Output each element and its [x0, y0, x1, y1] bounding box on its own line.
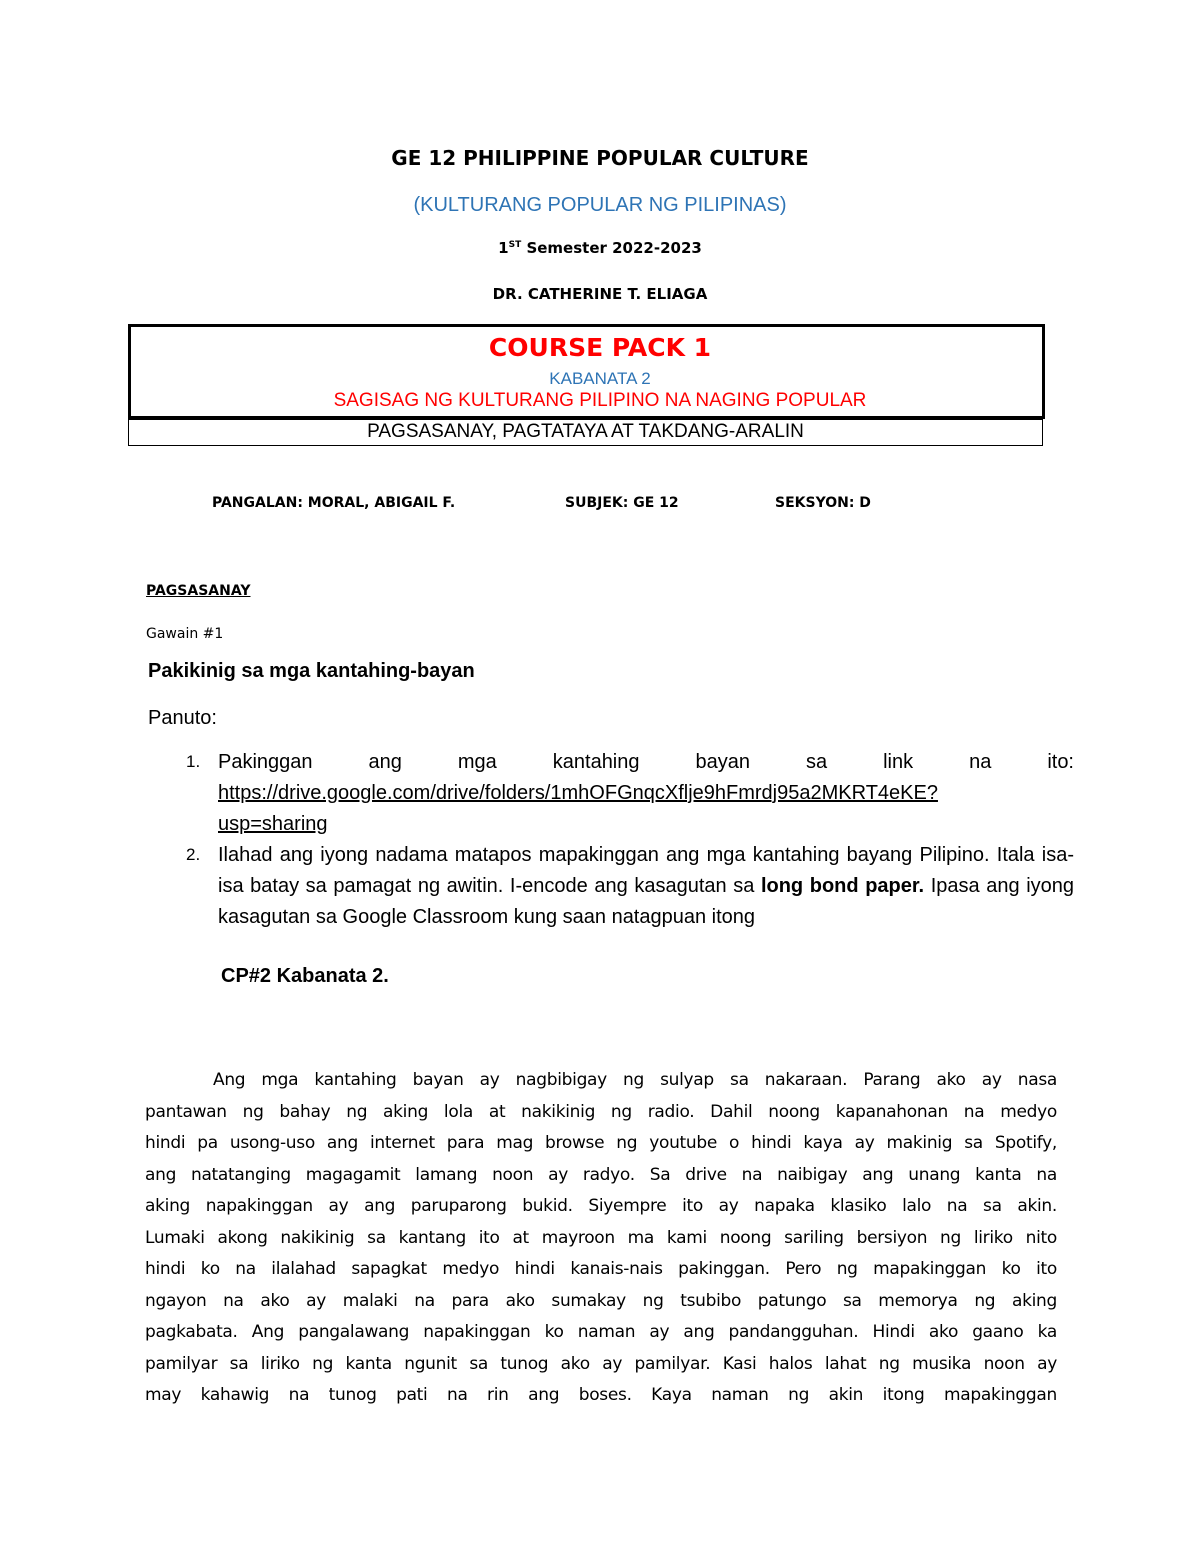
essay-line: ngayon na ako ay malaki na para ako sumakay ng tsubibo patungo sa memorya ng aking — [145, 1290, 1057, 1311]
semester-number: 1 — [498, 239, 509, 257]
list-item-number: 1. — [186, 752, 201, 771]
list-item-number: 2. — [186, 845, 201, 864]
instructions-label: Panuto: — [148, 707, 217, 729]
activity-title: Pakikinig sa mga kantahing-bayan — [148, 660, 475, 682]
essay-line: pagkabata. Ang pangalawang napakinggan ko naman ay ang pandangguhan. Hindi ako gaano ka — [145, 1322, 1057, 1342]
essay-line: hindi ko na ilalahad sapagkat medyo hindi kanais-nais pakinggan. Pero ng mapakinggan ko ito — [145, 1259, 1057, 1279]
instructor-name: DR. CATHERINE T. ELIAGA — [492, 285, 708, 303]
student-section: SEKSYON: D — [775, 495, 871, 511]
course-pack-title: COURSE PACK 1 — [488, 333, 712, 362]
list-item — [218, 840, 1074, 933]
section-heading: PAGSASANAY — [146, 583, 251, 599]
essay-paragraph — [145, 1065, 1057, 1412]
list-item-text: Ipasa ang iyong kasagutan sa Google Classroom kung saan natagpuan itong — [218, 875, 1075, 928]
page-subtitle: (KULTURANG POPULAR NG PILIPINAS) — [413, 194, 787, 216]
student-subject: SUBJEK: GE 12 — [565, 495, 679, 511]
list-item-text: Pakinggan ang mga kantahing bayan sa link na ito: — [218, 751, 1074, 773]
essay-line: pantawan ng bahay ng aking lola at nakikinig ng radio. Dahil noong kapanahonan na medyo — [145, 1101, 1057, 1122]
activity-label: Gawain #1 — [146, 626, 224, 642]
list-item-emphasis: long bond paper. — [760, 875, 925, 897]
course-pack-topic: SAGISAG NG KULTURANG PILIPINO NA NAGING POPULAR — [333, 390, 867, 411]
essay-line: may kahawig na tunog pati na rin ang boses. Kaya naman ng akin itong mapakinggan — [145, 1385, 1057, 1405]
student-name: PANGALAN: MORAL, ABIGAIL F. — [212, 495, 456, 511]
essay-line: ang natatanging magagamit lamang noon ay radyo. Sa drive na naibigay ang unang kanta na — [145, 1164, 1057, 1185]
essay-line: Lumaki akong nakikinig sa kantang ito at mayroon ma kami noong sariling bersiyon ng liriko nito — [145, 1227, 1057, 1248]
course-pack-reference: CP#2 Kabanata 2. — [221, 965, 389, 987]
semester-suffix: ST — [508, 240, 522, 250]
drive-link[interactable]: https://drive.google.com/drive/folders/1mhOFGnqcXflje9hFmrdj95a2MKRT4eKE? — [218, 782, 938, 804]
list-item-text: Ilahad ang iyong nadama matapos mapakinggan ang mga kantahing bayang Pilipino. Itala isa-isa batay sa pamagat ng awitin. I-encode ang kasagutan sa — [218, 844, 1074, 897]
page-title: GE 12 PHILIPPINE POPULAR CULTURE — [391, 146, 809, 170]
list-item — [218, 747, 1074, 840]
semester-text: Semester 2022-2023 — [521, 239, 702, 257]
course-pack-chapter: KABANATA 2 — [549, 369, 651, 388]
course-pack-strip: PAGSASANAY, PAGTATAYA AT TAKDANG-ARALIN — [128, 418, 1043, 446]
essay-line: Ang mga kantahing bayan ay nagbibigay ng sulyap sa nakaraan. Parang ako ay nasa — [213, 1070, 1057, 1090]
semester-line — [0, 239, 1200, 257]
essay-line: aking napakinggan ay ang paruparong bukid. Siyempre ito ay napaka klasiko lalo na sa akin. — [145, 1196, 1057, 1216]
essay-line: pamilyar sa liriko ng kanta ngunit sa tunog ako ay pamilyar. Kasi halos lahat ng musika noon ay — [145, 1353, 1057, 1374]
essay-line: hindi pa usong-uso ang internet para mag browse ng youtube o hindi kaya ay makinig sa Spotify, — [145, 1133, 1057, 1153]
drive-link-continued[interactable]: usp=sharing — [218, 813, 328, 835]
